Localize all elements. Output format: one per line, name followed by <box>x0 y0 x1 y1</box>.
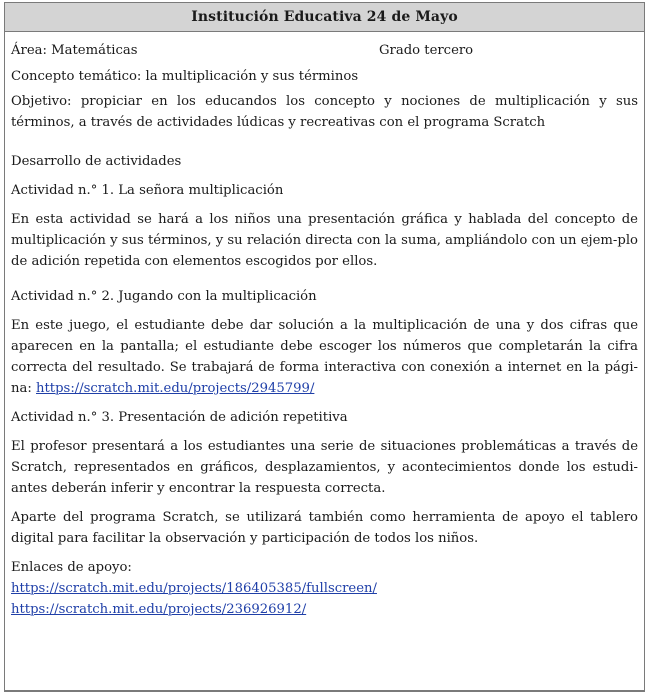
development-heading: Desarrollo de actividades <box>11 154 182 169</box>
activity2-text: En este juego, el estudiante debe dar solución a la multiplicación de una y dos cifras que aparecen en la pantalla; el estudiante debe escoger los números que completarán la cifra correcta del resultado. Se trabajará de forma interactiva con conexión a internet en la pági-na: <box>11 318 638 396</box>
bottom-border <box>5 690 644 691</box>
support-link-2-text[interactable]: https://scratch.mit.edu/projects/236926912/ <box>11 602 307 617</box>
activity2-link[interactable]: https://scratch.mit.edu/projects/2945799/ <box>36 381 315 396</box>
area-field <box>11 40 379 61</box>
concept-value: la multiplicación y sus términos <box>145 69 359 84</box>
activity1-text: En esta actividad se hará a los niños una presentación gráfica y hablada del concepto de multiplicación y sus términos, y su relación directa con la suma, ampliándolo con un ejem-plo de adición repetida con elementos escogidos por ellos. <box>11 212 638 269</box>
extra-text: Aparte del programa Scratch, se utilizará también como herramienta de apoyo el tablero digital para facilitar la observación y participación de todos los niños. <box>11 510 638 546</box>
objective-label: Objetivo: <box>11 94 72 109</box>
table-header <box>5 3 644 32</box>
activity3-title: Actividad n.° 3. Presentación de adición repetitiva <box>11 410 348 425</box>
concept-row <box>11 66 638 87</box>
institution-title: Institución Educativa 24 de Mayo <box>191 9 458 25</box>
support-link-2 <box>11 599 638 620</box>
area-label: Área: <box>11 42 47 58</box>
support-link-1 <box>11 578 638 599</box>
objective-row <box>11 91 638 133</box>
lesson-plan-table <box>4 2 645 692</box>
activity1-title: Actividad n.° 1. La señora multiplicación <box>11 183 284 198</box>
objective-value: propiciar en los educandos los concepto y nociones de multiplicación y sus términos, a través de actividades lúdicas y recreativas con el programa Scratch <box>11 94 638 130</box>
lesson-content <box>5 32 644 620</box>
activity2-title: Actividad n.° 2. Jugando con la multiplicación <box>11 289 317 304</box>
activity3-text: El profesor presentará a los estudiantes una serie de situaciones problemáticas a través de Scratch, representados en gráficos, desplazamientos, y acontecimientos donde los estudi-antes deberán inferir y encontrar la respuesta correcta. <box>11 439 638 496</box>
support-label: Enlaces de apoyo: <box>11 560 132 575</box>
grade-value: Grado tercero <box>379 42 474 58</box>
area-grade-row <box>11 38 638 62</box>
activity2-paragraph <box>11 315 638 399</box>
concept-label: Concepto temático: <box>11 69 142 84</box>
area-value: Matemáticas <box>51 42 138 58</box>
support-link-1-text[interactable]: https://scratch.mit.edu/projects/186405385/fullscreen/ <box>11 581 377 596</box>
